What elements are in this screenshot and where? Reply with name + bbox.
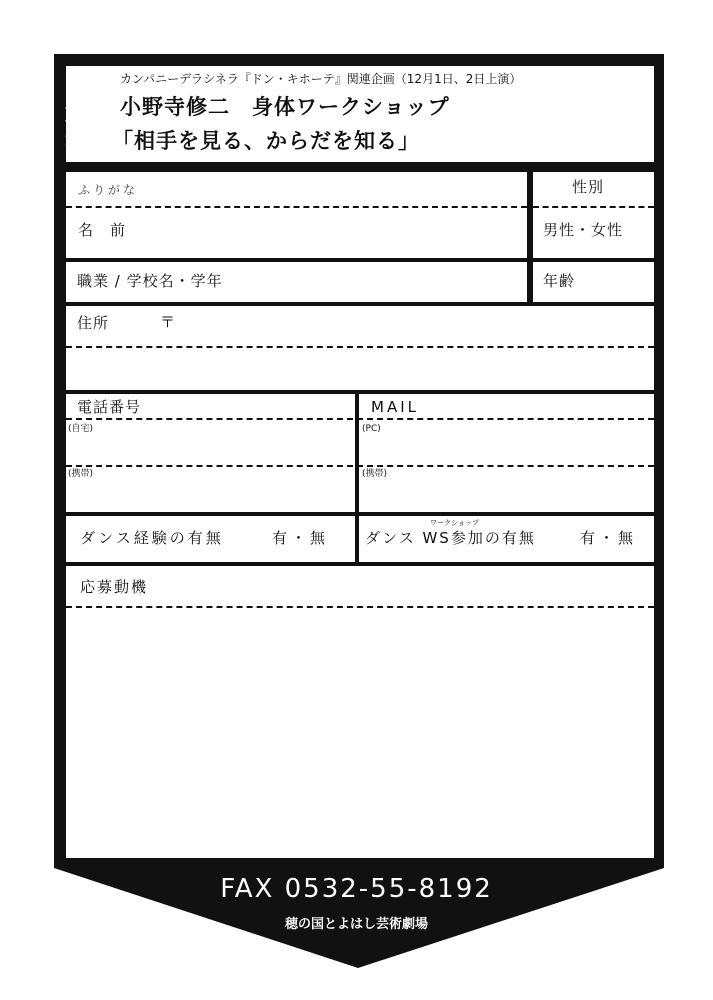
phone-mail-header-divider (66, 418, 654, 420)
gender-label: 性別 (572, 178, 605, 196)
phone-home-note: (自宅) (68, 424, 94, 434)
occupation-label: 職業 / 学校名・学年 (77, 272, 223, 290)
theater-name: 穂の国とよはし芸術劇場 (284, 917, 428, 932)
gender-divider (533, 206, 654, 208)
gender-options[interactable]: 男性・女性 (543, 221, 624, 239)
dance-exp-label: ダンス経験の有無 (80, 529, 224, 547)
motivation-label: 応募動機 (80, 578, 149, 596)
ws-options[interactable]: 有・無 (580, 529, 638, 547)
ws-label: ダンス WS参加の有無 (365, 529, 536, 547)
header-subtitle: カンパニーデラシネラ『ドン・キホーテ』関連企画（12月1日、2日上演） (120, 72, 522, 86)
name-label: 名 前 (78, 221, 127, 239)
furigana-label: ふりがな (78, 183, 139, 197)
header-title-line2: 「相手を見る、からだを知る」 (112, 129, 420, 153)
motivation-input[interactable] (70, 612, 650, 852)
address-label: 住所 (77, 314, 110, 332)
name-input[interactable] (150, 210, 520, 254)
ws-ruby: ワークショップ (430, 519, 479, 527)
motivation-divider (66, 606, 654, 608)
phone-mail-mid-divider (66, 465, 654, 467)
dance-exp-options[interactable]: 有・無 (272, 529, 330, 547)
mail-label: MAIL (371, 398, 419, 416)
phone-label: 電話番号 (77, 398, 142, 416)
postal-mark: 〒 (160, 313, 177, 331)
furigana-divider (66, 206, 527, 208)
address-divider (66, 346, 654, 348)
side-title-char-1: 申 (65, 66, 92, 96)
side-title-char-2: 込 (65, 98, 92, 128)
mail-pc-note: (PC) (362, 424, 381, 434)
side-title-char-3: 書 (65, 130, 92, 160)
mail-mobile-note: (携帯) (362, 469, 388, 479)
age-label: 年齢 (543, 272, 576, 290)
phone-mobile-note: (携帯) (68, 469, 94, 479)
address-box (66, 306, 654, 390)
header-title-line1: 小野寺修二 身体ワークショップ (120, 95, 450, 119)
fax-number: FAX 0532-55-8192 (220, 874, 493, 904)
